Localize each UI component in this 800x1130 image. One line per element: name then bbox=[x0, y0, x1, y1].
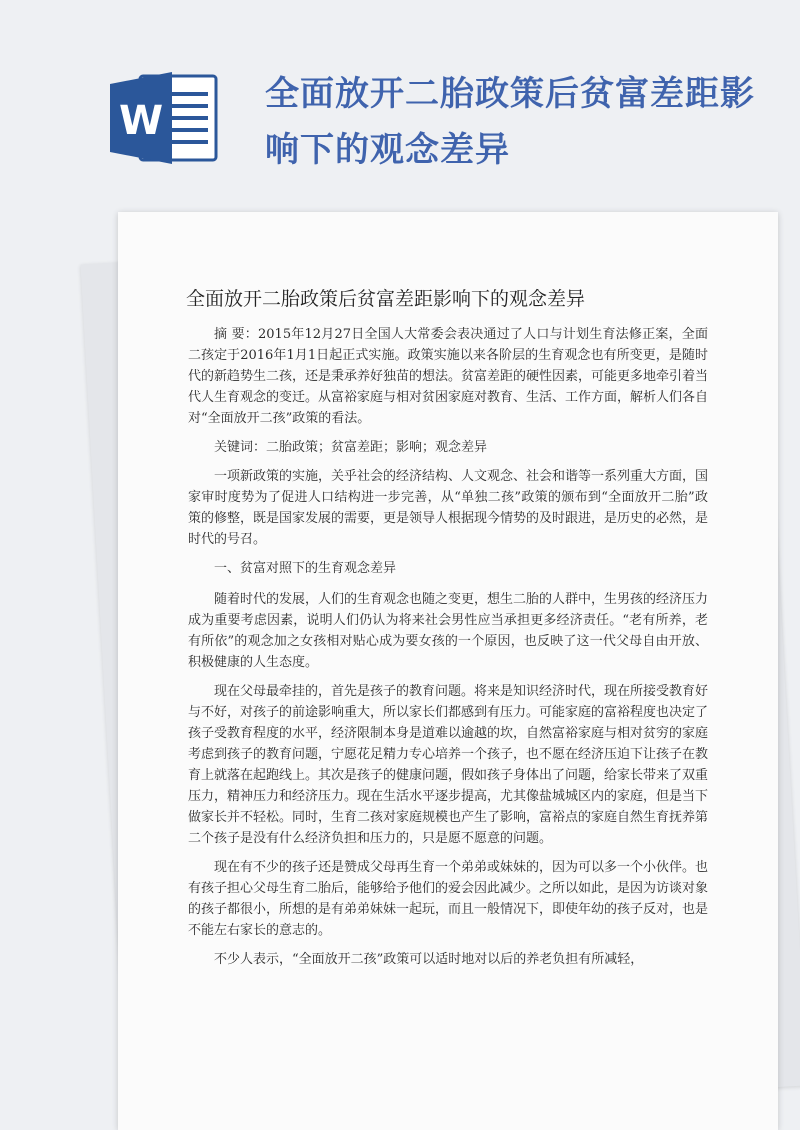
document-body bbox=[188, 324, 708, 978]
abstract-paragraph: 摘 要：2015年12月27日全国人大常委会表决通过了人口与计划生育法修正案，全面二孩定于2016年1月1日起正式实施。政策实施以来各阶层的生育观念也有所变更，是随时代的新趋势生二孩，还是秉承养好独苗的想法。贫富差距的硬性因素，可能更多地牵引着当代人生育观念的变迁。从富裕家庭与相对贫困家庭对教育、生活、工作方面，解析人们各自对“全面放开二孩”政策的看法。 bbox=[188, 327, 709, 426]
body-paragraph: 现在有不少的孩子还是赞成父母再生育一个弟弟或妹妹的，因为可以多一个小伙伴。也有孩子担心父母生育二胎后，能够给予他们的爱会因此减少。之所以如此，是因为访谈对象的孩子都很小，所想的是有弟弟妹妹一起玩，而且一般情况下，即使年幼的孩子反对，也是不能左右家长的意志的。 bbox=[188, 860, 709, 938]
body-paragraph: 现在父母最牵挂的，首先是孩子的教育问题。将来是知识经济时代，现在所接受教育好与不好，对孩子的前途影响重大，所以家长们都感到有压力。可能家庭的富裕程度也决定了孩子受教育程度的水平，经济限制本身是道难以逾越的坎，自然富裕家庭与相对贫穷的家庭考虑到孩子的教育问题，宁愿花足精力专心培养一个孩子，也不愿在经济压迫下让孩子在教育上就落在起跑线上。其次是孩子的健康问题，假如孩子身体出了问题，给家长带来了双重压力，精神压力和经济压力。现在生活水平逐步提高，尤其像盐城城区内的家庭，但是当下做家长并不轻松。同时，生育二孩对家庭规模也产生了影响，富裕点的家庭自然生育抚养第二个孩子是没有什么经济负担和压力的，只是愿不愿意的问题。 bbox=[188, 684, 709, 846]
word-document-icon bbox=[110, 72, 220, 164]
document-title: 全面放开二胎政策后贫富差距影响下的观念差异 bbox=[186, 288, 586, 310]
header-title: 全面放开二胎政策后贫富差距影响下的观念差异 bbox=[265, 74, 755, 170]
section-heading: 一、贫富对照下的生育观念差异 bbox=[214, 561, 397, 576]
body-paragraph: 一项新政策的实施，关乎社会的经济结构、人文观念、社会和谐等一系列重大方面，国家审时度势为了促进人口结构进一步完善，从“单独二孩”政策的颁布到“全面放开二胎”政策的修整，既是国家发展的需要，更是领导人根据现今情势的及时跟进，是历史的必然，是时代的号召。 bbox=[188, 469, 709, 547]
body-paragraph: 随着时代的发展，人们的生育观念也随之变更，想生二胎的人群中，生男孩的经济压力成为重要考虑因素，说明人们仍认为将来社会男性应当承担更多经济责任。“老有所养，老有所依”的观念加之女孩相对贴心成为要女孩的一个原因，也反映了这一代父母自由开放、积极健康的人生态度。 bbox=[188, 592, 709, 670]
keywords-paragraph: 关键词：二胎政策；贫富差距；影响；观念差异 bbox=[214, 440, 488, 455]
word-icon-letter: W bbox=[118, 98, 164, 144]
body-paragraph: 不少人表示，“全面放开二孩”政策可以适时地对以后的养老负担有所减轻， bbox=[214, 952, 644, 967]
page-header bbox=[0, 0, 800, 205]
document-page bbox=[118, 212, 778, 1130]
